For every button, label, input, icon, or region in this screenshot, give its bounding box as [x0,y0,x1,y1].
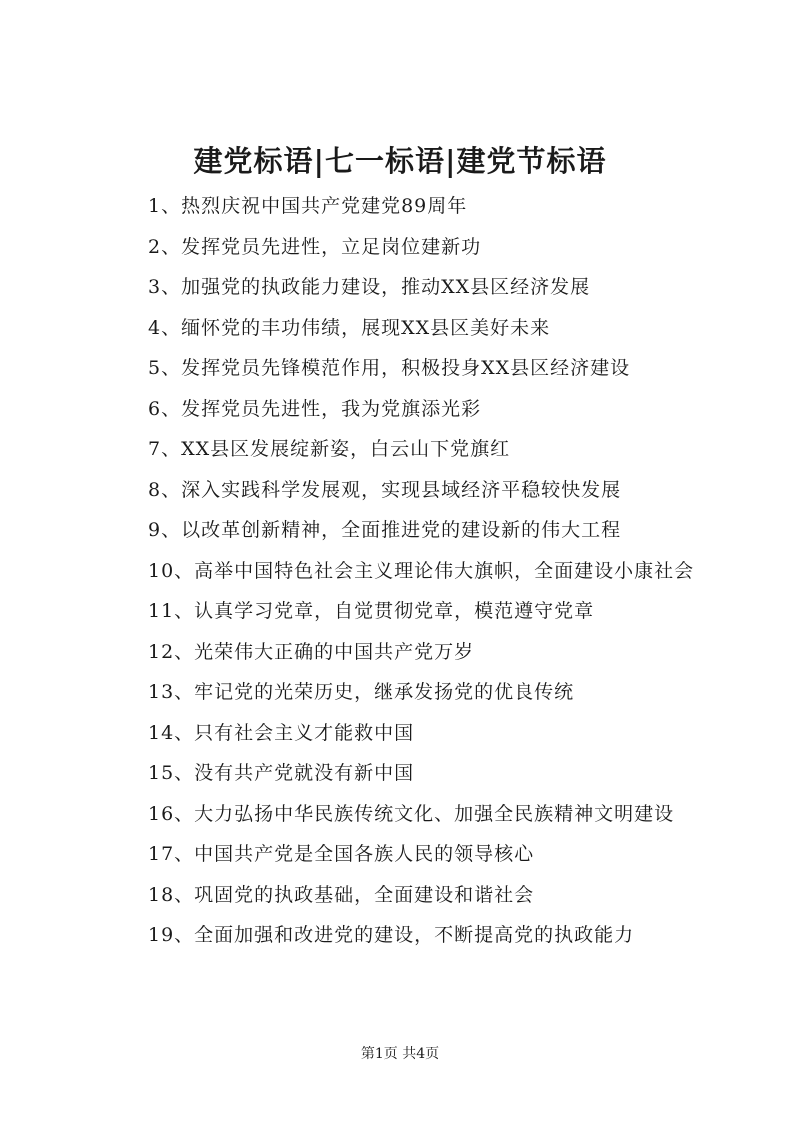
list-item: 19、全面加强和改进党的建设，不断提高党的执政能力 [148,924,635,946]
list-item: 5、发挥党员先锋模范作用，积极投身XX县区经济建设 [148,357,631,379]
list-item: 16、大力弘扬中华民族传统文化、加强全民族精神文明建设 [148,802,675,825]
list-item: 4、缅怀党的丰功伟绩，展现XX县区美好未来 [148,316,551,339]
list-item: 11、认真学习党章，自觉贯彻党章，模范遵守党章 [148,600,595,622]
page-footer: 第1页 共4页 [360,1046,440,1062]
list-item: 6、发挥党员先进性，我为党旗添光彩 [148,397,482,420]
list-item: 12、光荣伟大正确的中国共产党万岁 [148,640,475,663]
list-item: 18、巩固党的执政基础，全面建设和谐社会 [148,883,535,906]
slogan-list [108,186,708,956]
list-item: 15、没有共产党就没有新中国 [148,762,415,784]
list-item: 10、高举中国特色社会主义理论伟大旗帜，全面建设小康社会 [148,559,695,582]
list-item: 8、深入实践科学发展观，实现县域经济平稳较快发展 [148,478,622,501]
list-item: 13、牢记党的光荣历史，继承发扬党的优良传统 [148,681,575,703]
list-item: 9、以改革创新精神，全面推进党的建设新的伟大工程 [148,519,622,541]
list-item: 2、发挥党员先进性，立足岗位建新功 [148,235,482,258]
list-item: 14、只有社会主义才能救中国 [148,721,415,744]
list-item: 17、中国共产党是全国各族人民的领导核心 [148,843,535,865]
list-item: 1、热烈庆祝中国共产党建党89周年 [148,195,468,217]
list-item: 3、加强党的执政能力建设，推动XX县区经济发展 [148,276,591,298]
list-item: 7、XX县区发展绽新姿，白云山下党旗红 [148,438,511,460]
page-title: 建党标语|七一标语|建党节标语 [193,144,607,178]
